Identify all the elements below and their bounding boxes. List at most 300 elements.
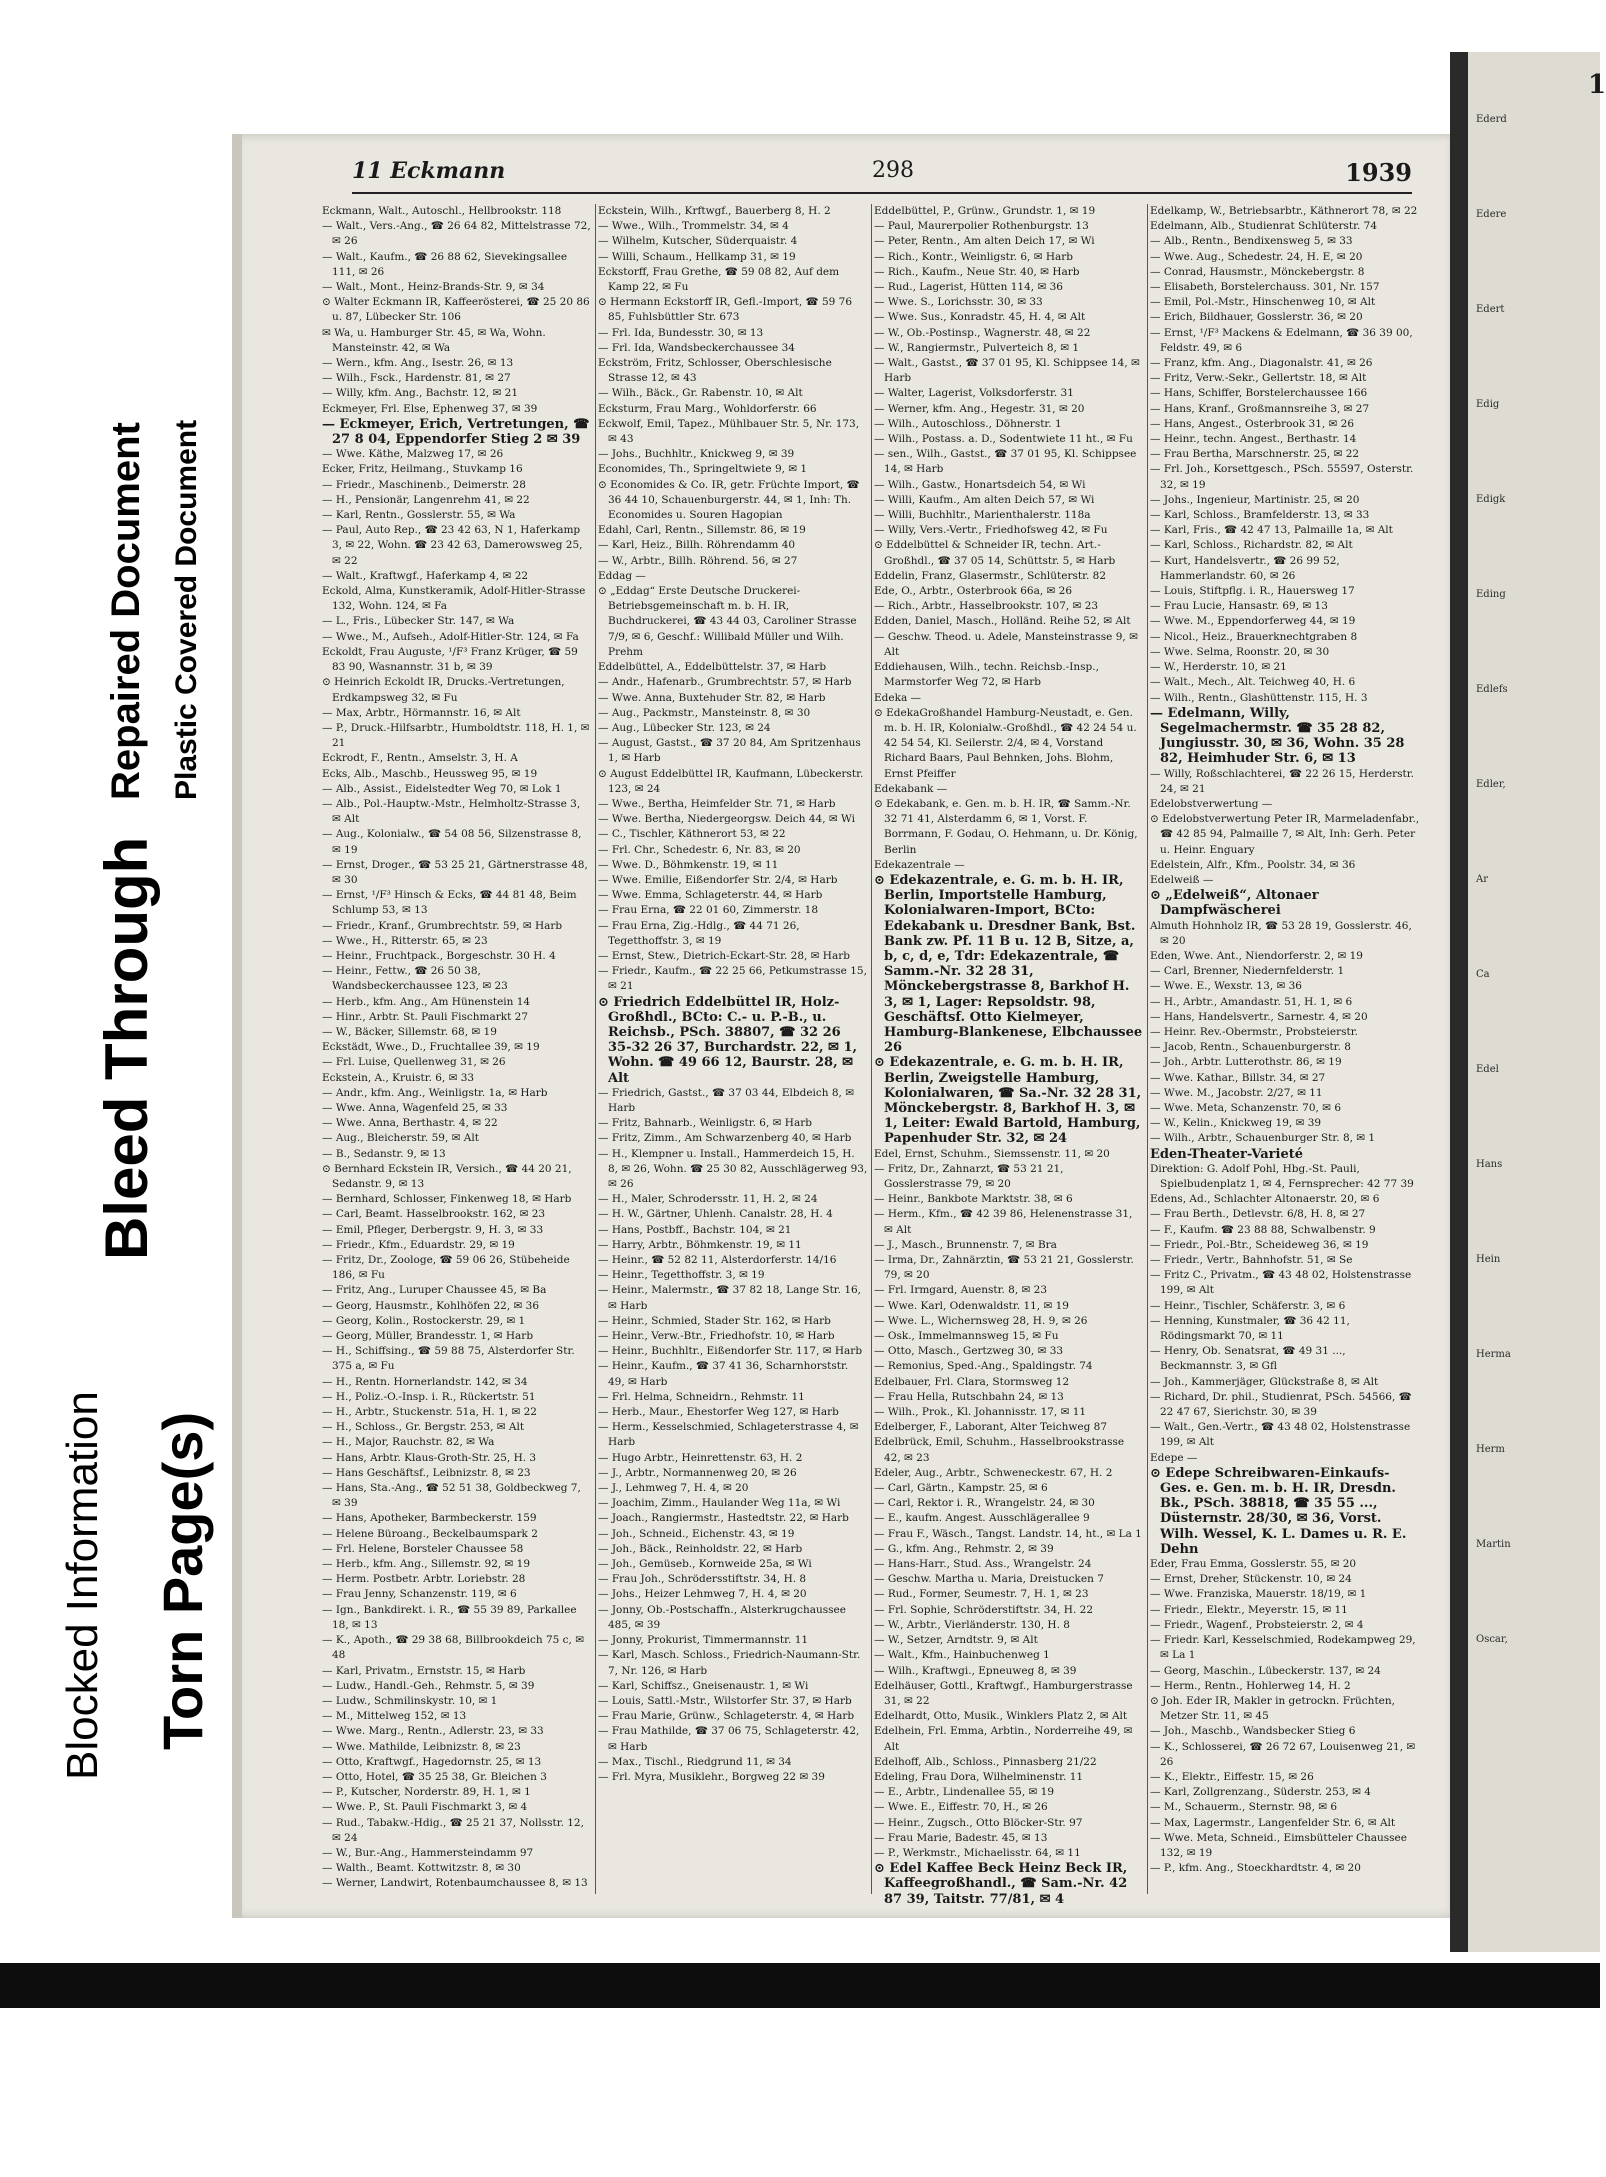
- directory-entry: — Hans, Angest., Osterbrook 31, ✉ 26: [1150, 417, 1355, 430]
- directory-entry: — Georg, Kolin., Rostockerstr. 29, ✉ 1: [322, 1314, 526, 1327]
- directory-entry: — Wwe. E., Wexstr. 13, ✉ 36: [1150, 980, 1302, 993]
- directory-entry: — Otto, Hotel, ☎ 35 25 38, Gr. Bleichen 3: [322, 1770, 547, 1783]
- directory-entry: — Alb., Assist., Eidelstedter Weg 70, ✉ Lok 1: [322, 782, 562, 795]
- directory-entry: — August, Gastst., ☎ 37 20 84, Am Spritzenhaus 1, ✉ Harb: [598, 737, 861, 765]
- directory-entry: — Max, Lagermstr., Langenfelder Str. 6, ✉ Alt: [1150, 1816, 1396, 1829]
- directory-entry: — Hans, Arbtr. Klaus-Groth-Str. 25, H. 3: [322, 1451, 537, 1464]
- directory-entry: — H., Arbtr., Amandastr. 51, H. 1, ✉ 6: [1150, 995, 1353, 1008]
- condition-labels: [20, 160, 240, 1780]
- directory-entry: — Bernhard, Schlosser, Finkenweg 18, ✉ Harb: [322, 1193, 572, 1206]
- directory-entry: — Kurt, Handelsvertr., ☎ 26 99 52, Hammerlandstr. 60, ✉ 26: [1150, 554, 1340, 582]
- directory-entry: — Walt., Kfm., Hainbuchenweg 1: [874, 1649, 1050, 1662]
- directory-entry: — Aug., Packmstr., Mansteinstr. 8, ✉ 30: [598, 706, 811, 719]
- directory-entry: Eden, Wwe. Ant., Niendorferstr. 2, ✉ 19: [1150, 949, 1363, 962]
- directory-entry: — Emil, Pfleger, Derbergstr. 9, H. 3, ✉ 33: [322, 1223, 544, 1236]
- directory-entry: — Willi, Kaufm., Am alten Deich 57, ✉ Wi: [874, 493, 1095, 506]
- directory-entry: — H., Schiffsing., ☎ 59 88 75, Alsterdorfer Str. 375 a, ✉ Fu: [322, 1345, 575, 1373]
- directory-entry: Eckmann, Walt., Autoschl., Hellbrookstr. 118: [322, 205, 562, 217]
- directory-entry: — Heinr. Rev.-Obermstr., Probsteierstr.: [1150, 1025, 1358, 1038]
- directory-entry: — Elisabeth, Borstelerchauss. 301, Nr. 157: [1150, 281, 1380, 294]
- directory-entry: Edeler, Aug., Arbtr., Schweneckestr. 67, H. 2: [874, 1466, 1113, 1479]
- blocked-information-label: Blocked Information: [58, 1391, 107, 1780]
- directory-entry: — M., Schauerm., Sternstr. 98, ✉ 6: [1150, 1801, 1338, 1814]
- directory-entry: — Wwe. Meta, Schanzenstr. 70, ✉ 6: [1150, 1101, 1341, 1114]
- directory-entry: — Wwe. Anna, Buxtehuder Str. 82, ✉ Harb: [598, 691, 826, 704]
- directory-entry: — Walt., Kraftwgf., Haferkamp 4, ✉ 22: [322, 569, 529, 582]
- directory-entry: — Hans, Schiffer, Borstelerchaussee 166: [1150, 387, 1368, 400]
- directory-entry: ⊙ Heinrich Eckoldt IR, Drucks.-Vertretungen, Erdkampsweg 32, ✉ Fu: [322, 676, 565, 704]
- directory-entry: — Frl. Helma, Schneidrn., Rehmstr. 11: [598, 1390, 805, 1403]
- directory-entry: — Hans, Apotheker, Barmbeckerstr. 159: [322, 1512, 537, 1525]
- directory-entry: ⊙ Hermann Eckstorff IR, Gefl.-Import, ☎ 59 76 85, Fuhlsbüttler Str. 673: [598, 296, 853, 324]
- directory-entry: — Paul, Auto Rep., ☎ 23 42 63, N 1, Haferkamp 3, ✉ 22, Wohn. ☎ 23 42 63, Damerowsweg 25, ✉ 22: [322, 524, 583, 567]
- directory-entry: — H., Rentn. Hornerlandstr. 142, ✉ 34: [322, 1375, 528, 1388]
- directory-entry: — Wwe. S., Lorichsstr. 30, ✉ 33: [874, 296, 1043, 309]
- directory-entry: — Willy, Roßschlachterei, ☎ 22 26 15, Herderstr. 24, ✉ 21: [1150, 767, 1414, 795]
- directory-entry: — Frl. Sophie, Schröderstiftstr. 34, H. 22: [874, 1603, 1094, 1616]
- directory-entry: — Wwe. Emma, Schlageterstr. 44, ✉ Harb: [598, 889, 823, 902]
- directory-entry: — Rud., Former, Seumestr. 7, H. 1, ✉ 23: [874, 1588, 1089, 1601]
- directory-entry: — Friedrich, Gastst., ☎ 37 03 44, Elbdeich 8, ✉ Harb: [598, 1086, 855, 1114]
- directory-entry: — Ludw., Schmilinskystr. 10, ✉ 1: [322, 1694, 498, 1707]
- directory-entry: — Friedr., Wagenf., Probsteierstr. 2, ✉ 4: [1150, 1618, 1364, 1631]
- facing-page-entry: Martin: [1476, 1539, 1511, 1550]
- directory-entry: ⊙ Edekabank, e. Gen. m. b. H. IR, ☎ Samm.-Nr. 32 71 41, Alsterdamm 6, ✉ 1, Vorst. F. Borrmann, F. Godau, O. Hehmann, u. Dr. König, Berlin: [874, 797, 1138, 856]
- directory-entry: — Friedr., Kfm., Eduardstr. 29, ✉ 19: [322, 1238, 515, 1251]
- directory-entry: — Wwe. Karl, Odenwaldstr. 11, ✉ 19: [874, 1299, 1069, 1312]
- directory-entry: — F., Kaufm. ☎ 23 88 88, Schwalbenstr. 9: [1150, 1223, 1376, 1236]
- directory-entry: — Karl, Zollgrenzang., Süderstr. 253, ✉ 4: [1150, 1786, 1371, 1799]
- directory-entry: — Heinr., Zugsch., Otto Blöcker-Str. 97: [874, 1816, 1083, 1829]
- directory-entry: — Willi, Schaum., Hellkamp 31, ✉ 19: [598, 250, 796, 263]
- directory-entry: ⊙ Walter Eckmann IR, Kaffeerösterei, ☎ 25 20 86 u. 87, Lübecker Str. 106: [322, 296, 590, 324]
- directory-entry: — Friedr., Kranf., Grumbrechtstr. 59, ✉ Harb: [322, 919, 563, 932]
- directory-entry: — Heinr., techn. Angest., Berthastr. 14: [1150, 433, 1357, 446]
- directory-entry: — Wilh., Rentn., Glashüttenstr. 115, H. 3: [1150, 691, 1368, 704]
- directory-entry: Eckstein, A., Kruistr. 6, ✉ 33: [322, 1071, 475, 1084]
- directory-entry: Eden-Theater-Varieté: [1150, 1146, 1304, 1162]
- facing-page-column: [1476, 112, 1596, 1802]
- directory-entry: — H., Major, Rauchstr. 82, ✉ Wa: [322, 1436, 495, 1449]
- directory-entry: Economides, Th., Springeltwiete 9, ✉ 1: [598, 463, 808, 476]
- directory-entry: — C., Tischler, Käthnerort 53, ✉ 22: [598, 828, 786, 841]
- directory-entry: — Walt., Gastst., ☎ 37 01 95, Kl. Schippsee 14, ✉ Harb: [874, 357, 1140, 385]
- directory-entry: — Geschw. Martha u. Maria, Dreistucken 7: [874, 1573, 1104, 1586]
- directory-entry: — Helene Büroang., Beckelbaumspark 2: [322, 1527, 538, 1540]
- directory-entry: Direktion: G. Adolf Pohl, Hbg.-St. Pauli, Spielbudenplatz 1, ✉ 4, Fernsprecher: 42 77 39: [1150, 1162, 1414, 1190]
- column-2: [598, 204, 868, 1894]
- directory-entry: — Heinr., Malermstr., ☎ 37 82 18, Lange Str. 16, ✉ Harb: [598, 1284, 862, 1312]
- directory-entry: Edelhoff, Alb., Schloss., Pinnasberg 21/22: [874, 1755, 1097, 1768]
- directory-entry: — Carl, Beamt. Hasselbrookstr. 162, ✉ 23: [322, 1208, 546, 1221]
- directory-entry: — Franz, kfm. Ang., Diagonalstr. 41, ✉ 26: [1150, 357, 1373, 370]
- directory-entry: — Frau Bertha, Marschnerstr. 25, ✉ 22: [1150, 448, 1360, 461]
- directory-entry: — Heinr., Fettw., ☎ 26 50 38, Wandsbeckerchaussee 123, ✉ 23: [322, 965, 508, 993]
- facing-page-entry: Ar: [1476, 874, 1489, 885]
- directory-entry: Eder, Frau Emma, Gosslerstr. 55, ✉ 20: [1150, 1558, 1357, 1571]
- directory-entry: — Nicol., Heiz., Brauerknechtgraben 8: [1150, 630, 1358, 643]
- directory-entry: — Wilh., Bäck., Gr. Rabenstr. 10, ✉ Alt: [598, 387, 803, 400]
- directory-entry: Ecksturm, Frau Marg., Wohldorferstr. 66: [598, 402, 817, 415]
- directory-entry: ⊙ EdekaGroßhandel Hamburg-Neustadt, e. Gen. m. b. H. IR, Kolonialw.-Großhdl., ☎ 42 24 54 u. 42 54 54, Kl. Seilerstr. 2/4, ✉ 4, Vorstand Richard Baars, Paul Behnken, Johs. Blohm, Ernst Pfeiffer: [874, 706, 1137, 780]
- directory-entry: — Hans Geschäftsf., Leibnizstr. 8, ✉ 23: [322, 1466, 531, 1479]
- directory-entry: Edel, Ernst, Schuhm., Siemssenstr. 11, ✉ 20: [874, 1147, 1110, 1160]
- directory-entry: — Herb., kfm. Ang., Sillemstr. 92, ✉ 19: [322, 1558, 531, 1571]
- facing-page-entry: Ca: [1476, 969, 1490, 980]
- directory-entry: — Frl. Irmgard, Auenstr. 8, ✉ 23: [874, 1284, 1048, 1297]
- directory-entry: — W., Rangiermstr., Pulverteich 8, ✉ 1: [874, 341, 1080, 354]
- directory-entry: — Conrad, Hausmstr., Mönckebergstr. 8: [1150, 265, 1365, 278]
- directory-entry: — Rich., Arbtr., Hasselbrookstr. 107, ✉ 23: [874, 600, 1099, 613]
- directory-entry: — Frau Berth., Detlevstr. 6/8, H. 8, ✉ 27: [1150, 1208, 1366, 1221]
- directory-entry: — W., Ob.-Postinsp., Wagnerstr. 48, ✉ 22: [874, 326, 1091, 339]
- directory-entry: — Hans, Kranf., Großmannsreihe 3, ✉ 27: [1150, 402, 1370, 415]
- directory-entry: Eckrodt, F., Rentn., Amselstr. 3, H. A: [322, 752, 518, 765]
- directory-entry: — Wwe., H., Ritterstr. 65, ✉ 23: [322, 934, 488, 947]
- directory-entry: — Alb., Pol.-Hauptw.-Mstr., Helmholtz-Strasse 3, ✉ Alt: [322, 797, 581, 826]
- directory-entry: — Eckmeyer, Erich, Vertretungen, ☎ 27 8 04, Eppendorfer Stieg 2 ✉ 39: [322, 416, 590, 448]
- directory-entry: Eddelbüttel, A., Eddelbüttelstr. 37, ✉ Harb: [598, 661, 827, 674]
- directory-entry: — Otto, Masch., Gertzweg 30, ✉ 33: [874, 1345, 1064, 1358]
- directory-entry: Edelhein, Frl. Emma, Arbtin., Norderreihe 49, ✉ Alt: [874, 1725, 1133, 1753]
- directory-entry: — Carl, Gärtn., Kampstr. 25, ✉ 6: [874, 1482, 1048, 1495]
- directory-entry: — Karl, Fris., ☎ 42 47 13, Palmaille 1a, ✉ Alt: [1150, 524, 1393, 537]
- facing-page-entry: Hans: [1476, 1159, 1503, 1170]
- directory-entry: — Geschw. Theod. u. Adele, Mansteinstrasse 9, ✉ Alt: [874, 630, 1138, 658]
- facing-page-entry: Herma: [1476, 1349, 1511, 1360]
- directory-entry: ⊙ Edepe Schreibwaren-Einkaufs-Ges. e. Gen. m. b. H. IR, Dresdn. Bk., PSch. 38818, ☎ 35 55 ..., Düsternstr. 28/30, ✉ 36, Vorst. Wilh. Wessel, K. L. Dames u. R. E. Dehn: [1150, 1465, 1407, 1557]
- directory-entry: — Werner, kfm. Ang., Hegestr. 31, ✉ 20: [874, 402, 1085, 415]
- directory-entry: — Wilhelm, Kutscher, Süderquaistr. 4: [598, 235, 798, 248]
- directory-entry: Almuth Hohnholz IR, ☎ 53 28 19, Gosslerstr. 46, ✉ 20: [1150, 919, 1412, 947]
- repaired-document-label: Repaired Document: [104, 422, 148, 800]
- directory-entry: — Aug., Kolonialw., ☎ 54 08 56, Silzenstrasse 8, ✉ 19: [322, 828, 582, 856]
- column-rule: [1147, 204, 1148, 1894]
- directory-entry: — Wwe., Wilh., Trommelstr. 34, ✉ 4: [598, 220, 789, 233]
- directory-entry: — Aug., Lübecker Str. 123, ✉ 24: [598, 721, 771, 734]
- directory-entry: — Werner, Landwirt, Rotenbaumchaussee 8, ✉ 13: [322, 1877, 588, 1890]
- directory-entry: — Osk., Immelmannsweg 15, ✉ Fu: [874, 1330, 1059, 1343]
- directory-entry: — Georg, Maschin., Lübeckerstr. 137, ✉ 24: [1150, 1664, 1381, 1677]
- directory-entry: — Karl, Masch. Schloss., Friedrich-Naumann-Str. 7, Nr. 126, ✉ Harb: [598, 1649, 861, 1677]
- directory-entry: — Heinr., Verw.-Btr., Friedhofstr. 10, ✉ Harb: [598, 1330, 835, 1343]
- directory-entry: ⊙ Joh. Eder IR, Makler in getrockn. Früchten, Metzer Str. 11, ✉ 45: [1150, 1694, 1395, 1723]
- directory-entry: — Frau Lucie, Hansastr. 69, ✉ 13: [1150, 600, 1328, 613]
- directory-entry: — Karl, Schloss., Bramfelderstr. 13, ✉ 33: [1150, 509, 1370, 522]
- directory-entry: — Paul, Maurerpolier Rothenburgstr. 13: [874, 220, 1089, 233]
- directory-entry: — Frl. Ida, Wandsbeckerchaussee 34: [598, 341, 795, 354]
- directory-entry: — Remonius, Sped.-Ang., Spaldingstr. 74: [874, 1360, 1093, 1373]
- directory-entry: — Walt., Kaufm., ☎ 26 88 62, Sievekingsallee 111, ✉ 26: [322, 250, 568, 278]
- directory-entry: — Johs., Heizer Lehmweg 7, H. 4, ✉ 20: [598, 1588, 807, 1601]
- running-head: 11 Eckmann: [352, 158, 506, 184]
- directory-entry: — Hans, Postbff., Bachstr. 104, ✉ 21: [598, 1223, 792, 1236]
- directory-entry: ⊙ Edekazentrale, e. G. m. b. H. IR, Berlin, Importstelle Hamburg, Kolonialwaren-Import, BCto: Edekabank u. Dresdner Bank, Bst. Bank zw. Pf. 11 B u. 12 B, Sitze, a, b, c, d, e, Tdr: Edekazentrale, ☎ Samm.-Nr. 32 28 31, Mönckebergstrasse 8, Barkhof H. 3, ✉ 1, Lager: Repsoldstr. 98, Geschäftsf. Otto Kielmeyer, Hamburg-Blankenese, Elbchaussee 26: [874, 872, 1143, 1056]
- directory-entry: — Johs., Buchhltr., Knickweg 9, ✉ 39: [598, 448, 795, 461]
- directory-entry: ⊙ Bernhard Eckstein IR, Versich., ☎ 44 20 21, Sedanstr. 9, ✉ 13: [322, 1162, 572, 1190]
- facing-page-entry: Edigk: [1476, 494, 1506, 505]
- directory-entry: — Friedr., Elektr., Meyerstr. 15, ✉ 11: [1150, 1603, 1348, 1616]
- directory-entry: — Fritz, Dr., Zoologe, ☎ 59 06 26, Stübeheide 186, ✉ Fu: [322, 1254, 570, 1282]
- directory-entry: — Herm. Postbetr. Arbtr. Loriebstr. 28: [322, 1573, 526, 1586]
- directory-entry: — Heinr., Tegetthoffstr. 3, ✉ 19: [598, 1269, 765, 1282]
- directory-entry: — E., Arbtr., Lindenallee 55, ✉ 19: [874, 1786, 1055, 1799]
- directory-entry: Eckström, Fritz, Schlosser, Oberschlesische Strasse 12, ✉ 43: [598, 357, 832, 385]
- directory-entry: — Wwe. E., Eiffestr. 70, H., ✉ 26: [874, 1801, 1048, 1814]
- directory-entry: — Wwe. Bertha, Niedergeorgsw. Deich 44, ✉ Wi: [598, 813, 855, 826]
- directory-entry: — W., Bäcker, Sillemstr. 68, ✉ 19: [322, 1025, 497, 1038]
- directory-entry: — Andr., Hafenarb., Grumbrechtstr. 57, ✉ Harb: [598, 676, 852, 689]
- directory-entry: — Herm., Rentn., Hohlerweg 14, H. 2: [1150, 1679, 1351, 1692]
- directory-entry: — Willy, kfm. Ang., Bachstr. 12, ✉ 21: [322, 387, 518, 400]
- directory-entry: — Heinr., ☎ 52 82 11, Alsterdorferstr. 14/16: [598, 1254, 837, 1267]
- directory-entry: — Heinr., Fruchtpack., Borgeschstr. 30 H. 4: [322, 949, 556, 962]
- directory-entry: Edelobstverwertung —: [1150, 797, 1273, 810]
- directory-entry: — Fritz, Bahnarb., Weinligstr. 6, ✉ Harb: [598, 1117, 812, 1130]
- directory-entry: — Willi, Buchhltr., Marienthalerstr. 118a: [874, 509, 1091, 522]
- directory-entry: — Alb., Rentn., Bendixensweg 5, ✉ 33: [1150, 235, 1353, 248]
- directory-entry: — Joh., Gemüseb., Kornweide 25a, ✉ Wi: [598, 1558, 812, 1571]
- directory-entry: Edelmann, Alb., Studienrat Schlüterstr. 74: [1150, 220, 1378, 233]
- directory-entry: — Joh., Bäck., Reinholdstr. 22, ✉ Harb: [598, 1542, 803, 1555]
- directory-entry: — Ernst, Droger., ☎ 53 25 21, Gärtnerstrasse 48, ✉ 30: [322, 858, 588, 886]
- directory-entry: — Max, Arbtr., Hörmannstr. 16, ✉ Alt: [322, 706, 521, 719]
- directory-entry: — K., Apoth., ☎ 29 38 68, Billbrookdeich 75 c, ✉ 48: [322, 1634, 585, 1662]
- plastic-covered-label: Plastic Covered Document: [170, 419, 203, 800]
- directory-entry: — Wilh., Autoschloss., Döhnerstr. 1: [874, 417, 1062, 430]
- facing-page-entry: Edler,: [1476, 779, 1506, 790]
- directory-entry: — Andr., kfm. Ang., Weinligstr. 1a, ✉ Harb: [322, 1086, 548, 1099]
- directory-entry: — Karl, Schloss., Richardstr. 82, ✉ Alt: [1150, 539, 1353, 552]
- facing-page-edge: [1468, 52, 1606, 1952]
- directory-entry: — Frau F., Wäsch., Tangst. Landstr. 14, ht., ✉ La 1: [874, 1527, 1142, 1540]
- directory-entry: — Ernst, ¹/F³ Mackens & Edelmann, ☎ 36 39 00, Feldstr. 49, ✉ 6: [1150, 326, 1413, 354]
- directory-entry: — Ernst, Stew., Dietrich-Eckart-Str. 28, ✉ Harb: [598, 949, 850, 962]
- directory-entry: — Wwe. Emilie, Eißendorfer Str. 2/4, ✉ Harb: [598, 873, 838, 886]
- directory-entry: — Rud., Lagerist, Hütten 114, ✉ 36: [874, 281, 1063, 294]
- directory-entry: — Walt., Gen.-Vertr., ☎ 43 48 02, Holstenstrasse 199, ✉ Alt: [1150, 1421, 1411, 1449]
- directory-entry: Edelhardt, Otto, Musik., Winklers Platz 2, ✉ Alt: [874, 1710, 1128, 1723]
- directory-entry: — Wilh., Prok., Kl. Johannisstr. 17, ✉ 11: [874, 1406, 1087, 1419]
- directory-entry: — Fritz, Ang., Luruper Chaussee 45, ✉ Ba: [322, 1284, 547, 1297]
- directory-entry: — Max., Tischl., Riedgrund 11, ✉ 34: [598, 1755, 792, 1768]
- directory-entry: — Fritz, Zimm., Am Schwarzenberg 40, ✉ Harb: [598, 1132, 852, 1145]
- directory-entry: Edahl, Carl, Rentn., Sillemstr. 86, ✉ 19: [598, 524, 806, 537]
- directory-entry: — Friedr., Maschinenb., Deimerstr. 28: [322, 478, 526, 491]
- directory-page: [232, 134, 1460, 1918]
- facing-page-entry: Ederd: [1476, 114, 1507, 125]
- directory-entry: — Hans-Harr., Stud. Ass., Wrangelstr. 24: [874, 1558, 1092, 1571]
- directory-entry: — Frau Erna, Zig.-Hdlg., ☎ 44 71 26, Tegetthoffstr. 3, ✉ 19: [598, 919, 800, 947]
- directory-entry: Eckold, Alma, Kunstkeramik, Adolf-Hitler-Strasse 132, Wohn. 124, ✉ Fa: [322, 585, 586, 613]
- directory-entry: — Wwe. Aug., Schedestr. 24, H. E, ✉ 20: [1150, 250, 1363, 263]
- directory-entry: — Joach., Rangiermstr., Hastedtstr. 22, ✉ Harb: [598, 1512, 849, 1525]
- directory-entry: — Herb., Maur., Ehestorfer Weg 127, ✉ Harb: [598, 1406, 839, 1419]
- directory-entry: — Karl, Schiffsz., Gneisenaustr. 1, ✉ Wi: [598, 1679, 809, 1692]
- directory-entry: — H., Klempner u. Install., Hammerdeich 15, H. 8, ✉ 26, Wohn. ☎ 25 30 82, Ausschlägerweg 93, ✉ 26: [598, 1147, 868, 1190]
- directory-entry: — Herm., Kfm., ☎ 42 39 86, Helenenstrasse 31, ✉ Alt: [874, 1208, 1133, 1236]
- directory-entry: — Frau Hella, Rutschbahn 24, ✉ 13: [874, 1390, 1064, 1403]
- directory-entry: Eddag —: [598, 569, 646, 582]
- directory-entry: — Wwe. P., St. Pauli Fischmarkt 3, ✉ 4: [322, 1801, 528, 1814]
- directory-entry: — W., Setzer, Arndtstr. 9, ✉ Alt: [874, 1634, 1038, 1647]
- facing-page-entry: Eding: [1476, 589, 1506, 600]
- directory-entry: — sen., Wilh., Gastst., ☎ 37 01 95, Kl. Schippsee 14, ✉ Harb: [874, 448, 1137, 476]
- directory-entry: — B., Sedanstr. 9, ✉ 13: [322, 1147, 446, 1160]
- directory-entry: ⊙ Economides & Co. IR, getr. Früchte Import, ☎ 36 44 10, Schauenburgerstr. 44, ✉ 1, Inh: Th. Economides u. Souren Hagopian: [598, 478, 860, 522]
- directory-entry: — Joh., Arbtr. Lutterothstr. 86, ✉ 19: [1150, 1056, 1342, 1069]
- bottom-margin: [0, 1963, 1600, 2008]
- directory-entry: — Frl. Ida, Bundesstr. 30, ✉ 13: [598, 326, 764, 339]
- facing-page-entry: Oscar,: [1476, 1634, 1508, 1645]
- directory-columns: [322, 204, 1432, 1907]
- directory-entry: Edden, Daniel, Masch., Holländ. Reihe 52, ✉ Alt: [874, 615, 1131, 628]
- directory-entry: — H., Schloss., Gr. Bergstr. 253, ✉ Alt: [322, 1421, 525, 1434]
- directory-entry: — Karl, Heiz., Billh. Röhrendamm 40: [598, 539, 796, 552]
- directory-entry: Edepe —: [1150, 1451, 1198, 1464]
- directory-entry: — Frau Erna, ☎ 22 01 60, Zimmerstr. 18: [598, 904, 819, 917]
- directory-entry: — Aug., Bleicherstr. 59, ✉ Alt: [322, 1132, 479, 1145]
- directory-entry: — Wwe. M., Jacobstr. 2/27, ✉ 11: [1150, 1086, 1323, 1099]
- directory-entry: — Wwe. Marg., Rentn., Adlerstr. 23, ✉ 33: [322, 1725, 544, 1738]
- column-3: [874, 204, 1144, 1907]
- directory-entry: — Erich, Bildhauer, Gosslerstr. 36, ✉ 20: [1150, 311, 1363, 324]
- directory-entry: Eckmeyer, Frl. Else, Ephenweg 37, ✉ 39: [322, 402, 538, 415]
- facing-page-entry: Edel: [1476, 1064, 1499, 1075]
- directory-entry: — Heinr., Kaufm., ☎ 37 41 36, Scharnhorststr. 49, ✉ Harb: [598, 1360, 849, 1388]
- directory-entry: — Hinr., Arbtr. St. Pauli Fischmarkt 27: [322, 1010, 529, 1023]
- directory-entry: — Wwe. Kathar., Billstr. 34, ✉ 27: [1150, 1071, 1326, 1084]
- facing-page-entry: Edig: [1476, 399, 1500, 410]
- directory-entry: — Wwe. M., Eppendorferweg 44, ✉ 19: [1150, 615, 1356, 628]
- directory-entry: — H. W., Gärtner, Uhlenh. Canalstr. 28, H. 4: [598, 1208, 833, 1221]
- directory-entry: — Frl. Helene, Borsteler Chaussee 58: [322, 1542, 524, 1555]
- directory-entry: — W., Herderstr. 10, ✉ 21: [1150, 661, 1287, 674]
- facing-page-entry: Hein: [1476, 1254, 1501, 1265]
- column-rule: [595, 204, 596, 1894]
- directory-entry: — Friedr., Pol.-Btr., Scheideweg 36, ✉ 19: [1150, 1238, 1369, 1251]
- directory-entry: — Johs., Ingenieur, Martinistr. 25, ✉ 20: [1150, 493, 1360, 506]
- directory-entry: ⊙ Edekazentrale, e. G. m. b. H. IR, Berlin, Zweigstelle Hamburg, Kolonialwaren, ☎ Sa.-Nr. 32 28 31, Mönckebergstr. 8, Barkhof H. 3, ✉ 1, Leiter: Ewald Bartold, Hamburg, Papenhuder Str. 32, ✉ 24: [874, 1055, 1142, 1147]
- directory-entry: — Harry, Arbtr., Böhmkenstr. 19, ✉ 11: [598, 1238, 802, 1251]
- directory-entry: Eddelin, Franz, Glasermstr., Schlüterstr. 82: [874, 569, 1106, 582]
- directory-entry: — Henning, Kunstmaler, ☎ 36 42 11, Rödingsmarkt 70, ✉ 11: [1150, 1314, 1350, 1343]
- directory-entry: — Wilh., Postass. a. D., Sodentwiete 11 ht., ✉ Fu: [874, 433, 1133, 446]
- directory-entry: Edelkamp, W., Betriebsarbtr., Käthnerort 78, ✉ 22: [1150, 205, 1418, 217]
- directory-entry: Eckstädt, Wwe., D., Fruchtallee 39, ✉ 19: [322, 1041, 540, 1054]
- directory-entry: ⊙ Edel Kaffee Beck Heinz Beck IR, Kaffeegroßhandl., ☎ Sam.-Nr. 42 87 39, Taitstr. 77/81, ✉ 4: [874, 1861, 1128, 1907]
- directory-entry: — Frau Jenny, Schanzenstr. 119, ✉ 6: [322, 1588, 517, 1601]
- directory-entry: — Friedr. Karl, Kesselschmied, Rodekampweg 29, ✉ La 1: [1150, 1634, 1416, 1662]
- directory-entry: — M., Mittelweg 152, ✉ 13: [322, 1710, 467, 1723]
- directory-entry: — Frau Mathilde, ☎ 37 06 75, Schlageterstr. 42, ✉ Harb: [598, 1725, 860, 1753]
- directory-entry: — Wilh., Kraftwgi., Epneuweg 8, ✉ 39: [874, 1664, 1077, 1677]
- facing-page-number: 1: [1588, 70, 1606, 100]
- directory-entry: — Frl. Joh., Korsettgesch., PSch. 55597, Osterstr. 32, ✉ 19: [1150, 463, 1414, 491]
- directory-entry: — Walter, Lagerist, Volksdorferstr. 31: [874, 387, 1074, 400]
- directory-entry: — H., Poliz.-O.-Insp. i. R., Rückertstr. 51: [322, 1390, 536, 1403]
- directory-entry: Edelberger, F., Laborant, Alter Teichweg 87: [874, 1421, 1108, 1434]
- directory-entry: — Heinr., Schmied, Stader Str. 162, ✉ Harb: [598, 1314, 831, 1327]
- directory-entry: — H., Pensionär, Langenrehm 41, ✉ 22: [322, 493, 530, 506]
- directory-entry: — Frl. Myra, Musiklehr., Borgweg 22 ✉ 39: [598, 1770, 825, 1783]
- directory-entry: — Louis, Sattl.-Mstr., Wilstorfer Str. 37, ✉ Harb: [598, 1694, 852, 1707]
- column-4: [1150, 204, 1420, 1894]
- directory-entry: ✉ Wa, u. Hamburger Str. 45, ✉ Wa, Wohn. Mansteinstr. 42, ✉ Wa: [322, 326, 546, 354]
- directory-entry: — Frau Joh., Schrödersstiftstr. 34, H. 8: [598, 1573, 807, 1586]
- torn-pages-label: Torn Page(s): [151, 1411, 214, 1750]
- directory-entry: — Fritz, Dr., Zahnarzt, ☎ 53 21 21, Gosslerstrasse 79, ✉ 20: [874, 1162, 1064, 1190]
- directory-entry: — P., kfm. Ang., Stoeckhardtstr. 4, ✉ 20: [1150, 1862, 1361, 1875]
- directory-entry: — Joh., Kammerjäger, Glückstraße 8, ✉ Alt: [1150, 1375, 1379, 1388]
- directory-entry: — Hugo Arbtr., Heinrettenstr. 63, H. 2: [598, 1451, 803, 1464]
- directory-entry: — J., Masch., Brunnenstr. 7, ✉ Bra: [874, 1238, 1057, 1251]
- directory-entry: — Edelmann, Willy, Segelmachermstr. ☎ 35 28 82, Jungiusstr. 30, ✉ 36, Wohn. 35 28 82, Heimhuder Str. 6, ✉ 13: [1150, 705, 1405, 767]
- directory-entry: — Walt., Mech., Alt. Teichweg 40, H. 6: [1150, 676, 1356, 689]
- directory-entry: Edelstein, Alfr., Kfm., Poolstr. 34, ✉ 36: [1150, 858, 1356, 871]
- directory-entry: — Wilh., Gastw., Honartsdeich 54, ✉ Wi: [874, 478, 1086, 491]
- directory-entry: ⊙ Edelobstverwertung Peter IR, Marmeladenfabr., ☎ 42 85 94, Palmaille 7, ✉ Alt, Inh: Gerh. Peter u. Heinr. Enguary: [1150, 813, 1420, 856]
- directory-entry: Ede, O., Arbtr., Osterbrook 66a, ✉ 26: [874, 585, 1073, 598]
- directory-entry: ⊙ August Eddelbüttel IR, Kaufmann, Lübeckerstr. 123, ✉ 24: [598, 767, 864, 795]
- directory-entry: Edekabank —: [874, 782, 948, 795]
- directory-entry: — P., Kutscher, Norderstr. 89, H. 1, ✉ 1: [322, 1786, 531, 1799]
- directory-entry: — J., Lehmweg 7, H. 4, ✉ 20: [598, 1482, 749, 1495]
- directory-entry: — W., Kelin., Knickweg 19, ✉ 39: [1150, 1117, 1322, 1130]
- directory-entry: — Rich., Kontr., Weinligstr. 6, ✉ Harb: [874, 250, 1074, 263]
- directory-entry: ⊙ Friedrich Eddelbüttel IR, Holz-Großhdl., BCto: C.- u. P.-B., u. Reichsb., PSch. 38807, ☎ 32 26 35-32 26 37, Burchardstr. 22, ✉ 1, Wohn. ☎ 49 66 12, Baurstr. 28, ✉ Alt: [598, 994, 858, 1086]
- directory-entry: — Wwe. Meta, Schneid., Eimsbütteler Chaussee 132, ✉ 19: [1150, 1831, 1407, 1859]
- directory-entry: Eckwolf, Emil, Tapez., Mühlbauer Str. 5, Nr. 173, ✉ 43: [598, 417, 860, 446]
- directory-entry: — Herm., Kesselschmied, Schlageterstrasse 4, ✉ Harb: [598, 1421, 859, 1449]
- directory-entry: — Wwe. L., Wichernsweg 28, H. 9, ✉ 26: [874, 1314, 1088, 1327]
- directory-entry: — Rud., Tabakw.-Hdig., ☎ 25 21 37, Nollsstr. 12, ✉ 24: [322, 1816, 584, 1844]
- facing-page-entry: Edlefs: [1476, 684, 1508, 695]
- directory-entry: ⊙ „Eddag“ Erste Deutsche Druckerei-Betriebsgemeinschaft m. b. H. IR, Buchdruckerei, ☎ 43 44 03, Caroliner Strasse 7/9, ✉ 6, Geschf.: Willibald Müller und Wilh. Prehm: [598, 585, 857, 658]
- directory-entry: Edekazentrale —: [874, 858, 965, 871]
- column-rule: [871, 204, 872, 1894]
- directory-entry: Edelweiß —: [1150, 873, 1214, 886]
- directory-entry: — Karl, Rentn., Gosslerstr. 55, ✉ Wa: [322, 509, 516, 522]
- directory-entry: — Ludw., Handl.-Geh., Rehmstr. 5, ✉ 39: [322, 1679, 535, 1692]
- directory-entry: — Jonny, Prokurist, Timmermannstr. 11: [598, 1634, 809, 1647]
- book-spine: [1450, 52, 1468, 1952]
- directory-entry: — Wwe. Sus., Konradstr. 45, H. 4, ✉ Alt: [874, 311, 1086, 324]
- directory-entry: — H., Arbtr., Stuckenstr. 51a, H. 1, ✉ 22: [322, 1406, 537, 1419]
- directory-entry: — K., Schlosserei, ☎ 26 72 67, Louisenweg 21, ✉ 26: [1150, 1740, 1416, 1768]
- directory-entry: — Heinr., Bankbote Marktstr. 38, ✉ 6: [874, 1193, 1073, 1206]
- directory-entry: — Wwe. Mathilde, Leibnizstr. 8, ✉ 23: [322, 1740, 521, 1753]
- directory-entry: — P., Druck.-Hilfsarbtr., Humboldtstr. 118, H. 1, ✉ 21: [322, 721, 590, 750]
- directory-entry: — Willy, Vers.-Vertr., Friedhofsweg 42, ✉ Fu: [874, 524, 1108, 537]
- directory-entry: — Joh., Schneid., Eichenstr. 43, ✉ 19: [598, 1527, 795, 1540]
- directory-entry: — Ign., Bankdirekt. i. R., ☎ 55 39 89, Parkallee 18, ✉ 13: [322, 1603, 577, 1631]
- directory-entry: Edeling, Frau Dora, Wilhelminenstr. 11: [874, 1770, 1084, 1783]
- directory-entry: — Joachim, Zimm., Haulander Weg 11a, ✉ Wi: [598, 1497, 841, 1510]
- directory-entry: — Louis, Stiftpflg. i. R., Hauersweg 17: [1150, 585, 1355, 598]
- directory-entry: — Frau Marie, Grünw., Schlageterstr. 4, ✉ Harb: [598, 1710, 855, 1723]
- directory-entry: — Wern., kfm. Ang., Isestr. 26, ✉ 13: [322, 357, 514, 370]
- directory-entry: — Wilh., Arbtr., Schauenburger Str. 8, ✉ 1: [1150, 1132, 1376, 1145]
- directory-entry: — Karl, Privatm., Ernststr. 15, ✉ Harb: [322, 1664, 526, 1677]
- directory-entry: — H., Maler, Schrodersstr. 11, H. 2, ✉ 24: [598, 1193, 818, 1206]
- column-1: [322, 204, 592, 1894]
- facing-page-entry: Herm: [1476, 1444, 1505, 1455]
- directory-entry: Edens, Ad., Schlachter Altonaerstr. 20, ✉ 6: [1150, 1193, 1380, 1206]
- facing-page-entry: Edert: [1476, 304, 1505, 315]
- directory-entry: — Frau Marie, Badestr. 45, ✉ 13: [874, 1831, 1048, 1844]
- page-number: 298: [872, 158, 914, 183]
